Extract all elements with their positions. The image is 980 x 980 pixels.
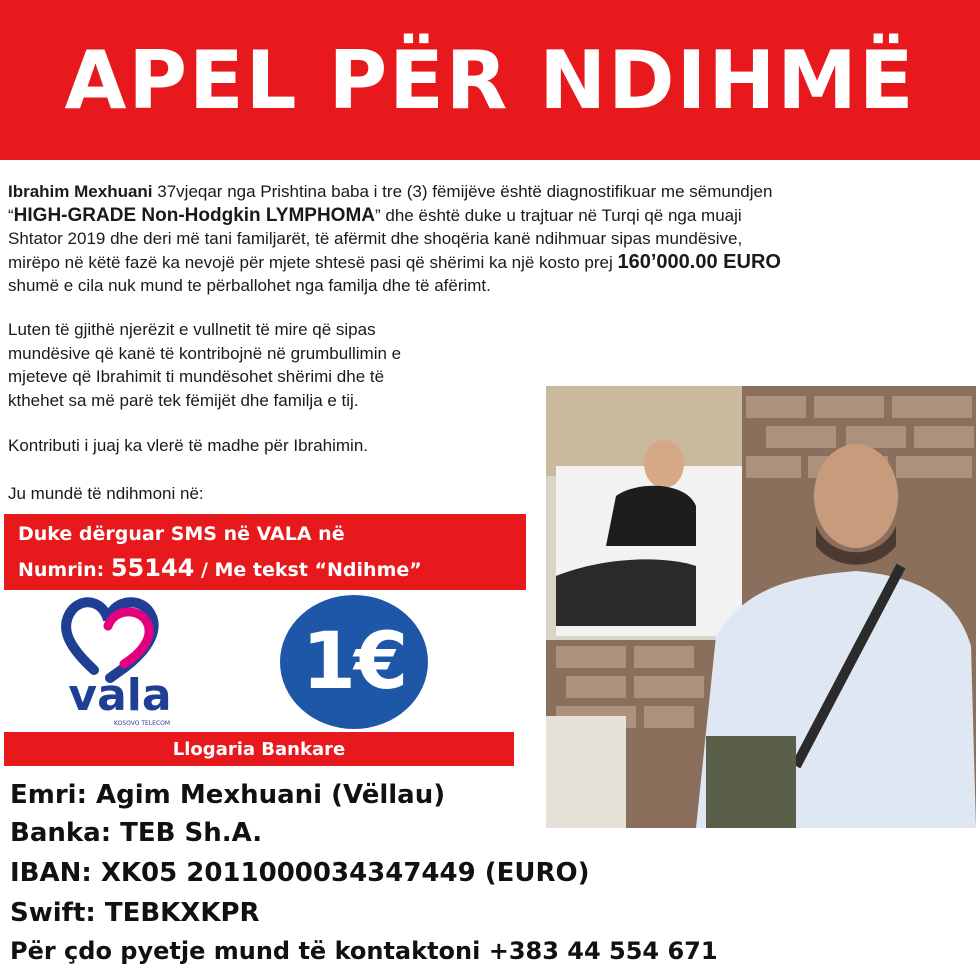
intro-line-5: shumë e cila nuk mund te përballohet nga familja dhe të afërimt. [8, 276, 491, 295]
sms-line-2: Numrin: 55144 / Me tekst “Ndihme” [18, 554, 422, 582]
page-title: APEL PËR NDIHMË [64, 33, 916, 127]
cost-amount: 160’000.00 EURO [617, 250, 781, 273]
iban-line: IBAN: XK05 2011000034347449 (EURO) [10, 858, 590, 888]
intro-line-2: “HIGH-GRADE Non-Hodgkin LYMPHOMA” dhe është duke u trajtuar në Turqi që nga muaji [8, 204, 742, 226]
intro-paragraph [8, 180, 976, 298]
vala-heart-icon [50, 592, 190, 732]
help-intro-text: Ju mundë të ndihmoni në: [8, 484, 204, 503]
appeal-line: mjeteve që Ibrahimit ti mundësohet shërimi dhe të [8, 367, 385, 386]
appeal-line: Luten të gjithë njerëzit e vullnetit të mire që sipas [8, 320, 376, 339]
bank-account-header: Llogaria Bankare [4, 732, 514, 766]
appeal-line: mundësive që kanë të kontribojnë në grumbullimin e [8, 343, 402, 363]
bank-name-line: Emri: Agim Mexhuani (Vëllau) [10, 780, 446, 810]
contribution-text: Kontributi i juaj ka vlerë të madhe për Ibrahimin. [8, 436, 369, 455]
euro-badge-text: 1€ [301, 617, 407, 707]
photo-image [546, 386, 976, 828]
patient-name: Ibrahim Mexhuani [8, 182, 153, 201]
euro-badge [280, 595, 428, 729]
contact-line: Për çdo pyetje mund të kontaktoni +383 44 554 671 [10, 937, 718, 965]
diagnosis: HIGH-GRADE Non-Hodgkin LYMPHOMA [13, 204, 376, 226]
appeal-paragraph [8, 318, 401, 412]
vala-subtitle: KOSOVO TELECOM [113, 720, 171, 727]
patient-photo-collage [546, 386, 976, 828]
vala-wordmark: vala [68, 670, 172, 721]
sms-number: 55144 [110, 554, 195, 582]
intro-line-3: Shtator 2019 dhe deri më tani familjarët, të afërmit dhe shoqëria kanë ndihmuar sipas mundësive, [8, 229, 743, 248]
intro-line-4: mirëpo në këtë fazë ka nevojë për mjete shtesë pasi që shërimi ka një kosto prej 160’000.00 EURO [8, 250, 781, 273]
appeal-line: kthehet sa më parë tek fëmijët dhe familja e tij. [8, 390, 359, 410]
intro-line-1: Ibrahim Mexhuani 37vjeqar nga Prishtina baba i tre (3) fëmijëve është diagnostifikuar me sëmundjen [8, 182, 773, 201]
bank-line: Banka: TEB Sh.A. [10, 818, 263, 848]
sms-line-1: Duke dërguar SMS në VALA në [18, 523, 345, 545]
vala-logo [50, 592, 190, 732]
header-banner [0, 0, 980, 160]
swift-line: Swift: TEBKXKPR [10, 898, 260, 928]
sms-box [4, 514, 526, 590]
